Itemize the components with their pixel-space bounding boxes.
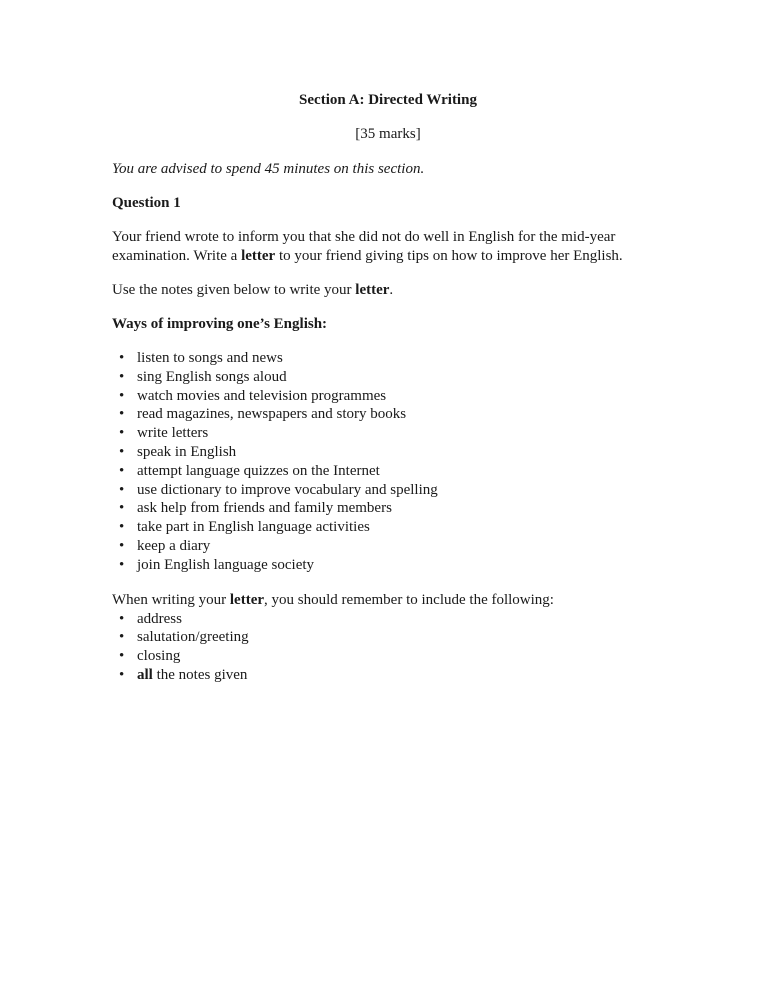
ways-list <box>112 349 664 575</box>
list-item: • address <box>112 610 664 629</box>
question-label: Question 1 <box>112 195 181 211</box>
list-item: • listen to songs and news <box>112 349 664 368</box>
list-item: • attempt language quizzes on the Internet <box>112 462 664 481</box>
list-item: • all the notes given <box>112 666 664 685</box>
ways-heading: Ways of improving one’s English: <box>112 316 328 332</box>
list-item: • speak in English <box>112 443 664 462</box>
list-item: • closing <box>112 647 664 666</box>
use-notes-paragraph: Use the notes given below to write your letter. <box>112 282 394 298</box>
list-item: • write letters <box>112 424 664 443</box>
list-item: • take part in English language activities <box>112 518 664 537</box>
list-item: • watch movies and television programmes <box>112 387 664 406</box>
advice-text: You are advised to spend 45 minutes on this section. <box>112 161 425 177</box>
marks-label: [35 marks] <box>355 126 421 142</box>
section-title: Section A: Directed Writing <box>299 92 477 108</box>
remember-list <box>112 610 664 685</box>
list-item: • join English language society <box>112 556 664 575</box>
list-item: • salutation/greeting <box>112 628 664 647</box>
list-item: • keep a diary <box>112 537 664 556</box>
list-item: • sing English songs aloud <box>112 368 664 387</box>
list-item: • read magazines, newspapers and story books <box>112 405 664 424</box>
list-item: • ask help from friends and family members <box>112 499 664 518</box>
remember-intro-paragraph: When writing your letter, you should remember to include the following: <box>112 591 554 608</box>
question-intro-paragraph: Your friend wrote to inform you that she did not do well in English for the mid-year examination. Write a letter to your friend giving tips on how to improve her English. <box>112 229 623 264</box>
list-item: • use dictionary to improve vocabulary and spelling <box>112 481 664 500</box>
